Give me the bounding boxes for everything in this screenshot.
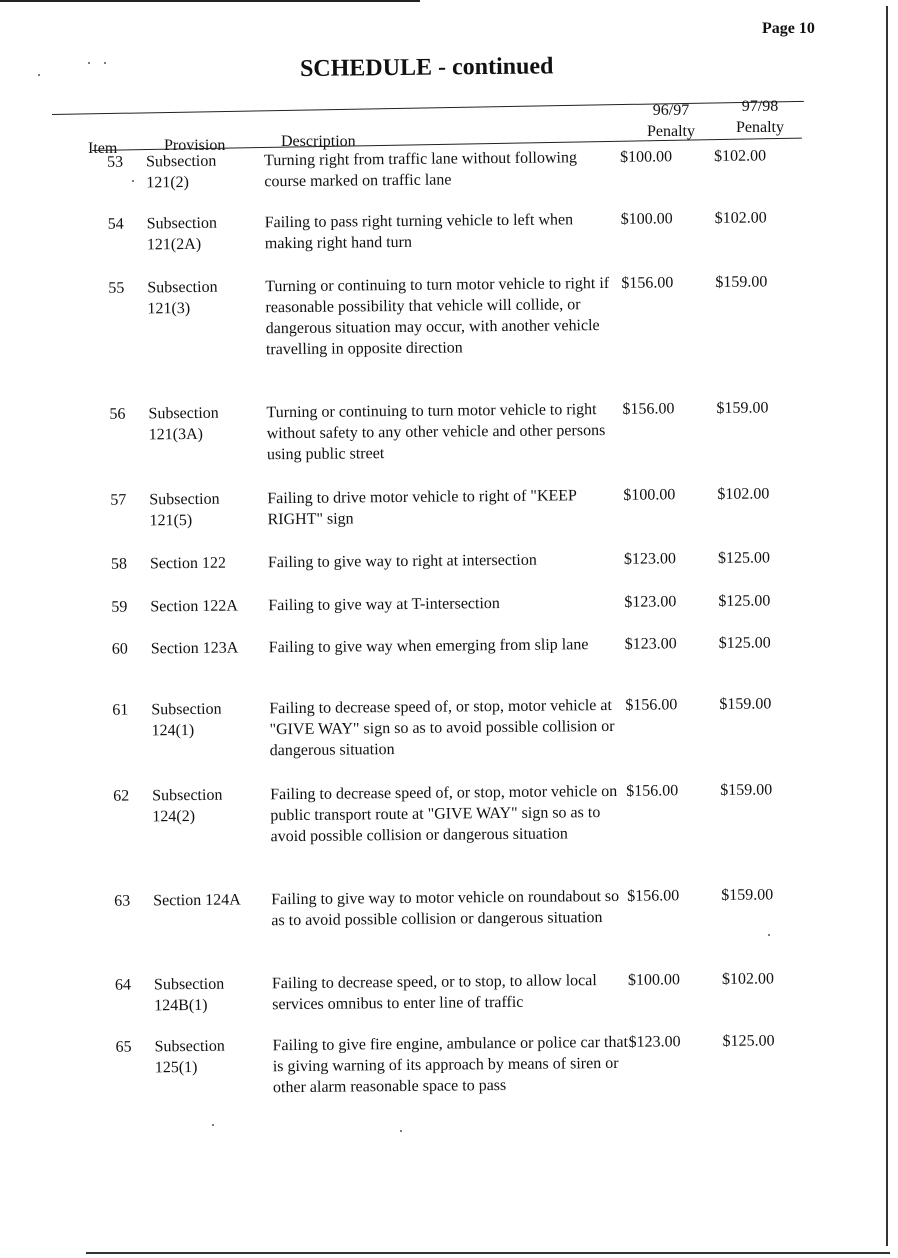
page-title: SCHEDULE - continued bbox=[299, 53, 554, 82]
column-header-description: Description bbox=[281, 133, 356, 150]
provision-line: Section 124A bbox=[153, 891, 241, 910]
penalty-9798-value: $159.00 bbox=[721, 886, 774, 904]
provision-line: 124B(1) bbox=[154, 996, 208, 1015]
provision-cell bbox=[149, 488, 268, 553]
description-text: Failing to decrease speed, or to stop, to allow local services omnibus to enter line of traffic bbox=[271, 972, 597, 1014]
provision-cell bbox=[148, 402, 267, 489]
item-number: 64 bbox=[114, 976, 132, 994]
scan-edge-top bbox=[0, 0, 420, 2]
item-number: 61 bbox=[112, 701, 129, 719]
provision-line: Subsection bbox=[146, 152, 217, 171]
provision-line: Subsection bbox=[152, 786, 223, 805]
provision-cell bbox=[147, 276, 266, 403]
column-header-penalty-9697-year: 96/97 bbox=[652, 102, 690, 119]
table-row bbox=[84, 145, 825, 214]
provision-line: Subsection bbox=[148, 404, 219, 423]
scan-speck bbox=[212, 1124, 214, 1126]
scan-speck bbox=[132, 180, 134, 182]
scan-speck bbox=[104, 62, 106, 64]
description-text: Turning right from traffic lane without following course marked on traffic lane bbox=[264, 149, 578, 191]
table-row bbox=[87, 483, 828, 554]
penalty-9697-value: $156.00 bbox=[625, 696, 678, 714]
provision-line: 124(2) bbox=[152, 807, 196, 826]
description-text: Failing to give way to motor vehicle on roundabout so as to avoid possible collision or dangerous situation bbox=[271, 887, 620, 930]
description-text: Failing to give fire engine, ambulance or police car that is giving warning of its approach by means of siren or other alarm reasonable space to pass bbox=[272, 1033, 629, 1097]
penalty-9697-value: $156.00 bbox=[626, 782, 679, 800]
scan-edge-right bbox=[886, 6, 888, 1246]
penalty-9697-value: $100.00 bbox=[620, 210, 673, 228]
penalty-9798-value: $102.00 bbox=[713, 147, 767, 165]
table-row bbox=[86, 397, 827, 490]
item-number: 55 bbox=[108, 279, 125, 297]
provision-line: 121(2A) bbox=[146, 235, 202, 254]
table-row bbox=[89, 632, 830, 700]
item-number: 65 bbox=[115, 1038, 132, 1056]
column-header-provision: Provision bbox=[164, 137, 226, 154]
table-row bbox=[89, 693, 830, 786]
provision-line: Subsection bbox=[147, 278, 218, 297]
provision-line: 125(1) bbox=[154, 1058, 198, 1077]
description-text: Failing to give way at T-intersection bbox=[268, 595, 500, 615]
provision-cell bbox=[152, 784, 271, 890]
penalty-9798-value: $159.00 bbox=[719, 695, 772, 713]
provision-line: Subsection bbox=[146, 214, 217, 233]
provision-line: 121(3) bbox=[147, 299, 191, 318]
item-number: 59 bbox=[111, 598, 128, 616]
scan-speck bbox=[768, 934, 770, 936]
item-number: 57 bbox=[110, 491, 127, 509]
description-text: Failing to decrease speed of, or stop, motor vehicle at "GIVE WAY" sign so as to avoid possible collision or dangerous situation bbox=[269, 696, 615, 760]
provision-line: Section 123A bbox=[150, 639, 239, 658]
scan-speck bbox=[88, 62, 90, 64]
item-number: 56 bbox=[109, 405, 126, 423]
penalty-9798-value: $125.00 bbox=[718, 592, 771, 610]
provision-cell bbox=[151, 698, 270, 785]
table-row bbox=[85, 271, 826, 404]
item-number: 63 bbox=[114, 892, 131, 910]
description-text: Failing to drive motor vehicle to right of "KEEP RIGHT" sign bbox=[267, 487, 577, 529]
penalty-9798-value: $125.00 bbox=[718, 634, 771, 652]
scan-edge-bottom bbox=[86, 1252, 890, 1254]
penalty-9697-value: $123.00 bbox=[624, 635, 677, 653]
table-row bbox=[92, 1030, 833, 1127]
penalty-9798-value: $102.00 bbox=[721, 970, 775, 988]
column-header-penalty-9798-year: 97/98 bbox=[741, 98, 779, 115]
provision-cell bbox=[150, 552, 268, 596]
provision-line: Subsection bbox=[154, 1037, 225, 1056]
table-row bbox=[91, 884, 832, 975]
item-number: 58 bbox=[110, 555, 128, 573]
provision-line: Subsection bbox=[149, 490, 220, 509]
penalty-9798-value: $159.00 bbox=[720, 781, 773, 799]
penalty-9697-value: $123.00 bbox=[628, 1033, 681, 1051]
column-header-penalty-9697-label: Penalty bbox=[647, 123, 695, 140]
table-row bbox=[92, 968, 833, 1037]
penalty-9798-value: $125.00 bbox=[722, 1032, 775, 1050]
column-header-penalty-9697 bbox=[642, 100, 700, 142]
provision-cell bbox=[147, 212, 266, 277]
provision-cell bbox=[154, 973, 273, 1036]
scan-speck bbox=[400, 1130, 402, 1132]
provision-line: 121(3A) bbox=[148, 425, 204, 444]
scan-speck bbox=[38, 74, 40, 76]
provision-line: Subsection bbox=[151, 700, 222, 719]
provision-cell bbox=[150, 595, 268, 638]
item-number: 62 bbox=[113, 787, 130, 805]
table-row bbox=[88, 590, 828, 639]
provision-cell bbox=[146, 150, 265, 213]
provision-line: 121(2) bbox=[146, 173, 190, 192]
description-text: Failing to decrease speed of, or stop, motor vehicle on public transport route at "GIVE WAY" sign so as to avoid possible collision or dangerous situation bbox=[270, 782, 618, 846]
column-header-penalty-9798-label: Penalty bbox=[736, 119, 784, 136]
column-header-item: Item bbox=[88, 140, 118, 157]
table-row bbox=[90, 779, 831, 891]
penalty-9798-value: $125.00 bbox=[717, 549, 771, 567]
schedule-table-body bbox=[84, 145, 833, 1127]
column-header-penalty-9798 bbox=[731, 96, 789, 138]
page-number: Page 10 bbox=[762, 20, 815, 37]
provision-line: Section 122A bbox=[150, 597, 238, 616]
item-number: 54 bbox=[107, 215, 124, 233]
table-row bbox=[88, 547, 828, 597]
penalty-9697-value: $123.00 bbox=[624, 593, 677, 611]
penalty-9697-value: $123.00 bbox=[623, 550, 677, 568]
penalty-9697-value: $156.00 bbox=[622, 400, 675, 418]
provision-line: 124(1) bbox=[151, 721, 195, 740]
item-number: 53 bbox=[107, 153, 124, 171]
penalty-9697-value: $156.00 bbox=[627, 887, 680, 905]
provision-line: 121(5) bbox=[149, 511, 193, 530]
provision-cell bbox=[151, 637, 270, 699]
item-number: 60 bbox=[111, 640, 128, 658]
penalty-9697-value: $100.00 bbox=[627, 971, 681, 989]
penalty-9697-value: $100.00 bbox=[619, 148, 673, 166]
penalty-9798-value: $159.00 bbox=[716, 399, 769, 417]
description-text: Failing to give way to right at intersection bbox=[267, 551, 537, 572]
table-row bbox=[85, 207, 826, 278]
description-text: Turning or continuing to turn motor vehicle to right if reasonable possibility that vehicle will collide, or dangerous situation may occur, with another vehicle travelling in opposite direction bbox=[265, 274, 610, 359]
penalty-9697-value: $156.00 bbox=[621, 274, 674, 292]
description-text: Turning or continuing to turn motor vehicle to right without safety to any other vehicle and other persons using public street bbox=[266, 401, 606, 464]
schedule-table bbox=[84, 145, 833, 1127]
penalty-9798-value: $102.00 bbox=[714, 209, 767, 227]
description-text: Failing to give way when emerging from slip lane bbox=[268, 636, 589, 657]
description-text: Failing to pass right turning vehicle to left when making right hand turn bbox=[264, 211, 574, 253]
penalty-9697-value: $100.00 bbox=[623, 486, 676, 504]
provision-line: Section 122 bbox=[149, 554, 227, 573]
penalty-9798-value: $159.00 bbox=[715, 273, 768, 291]
penalty-9798-value: $102.00 bbox=[717, 485, 770, 503]
provision-cell bbox=[154, 1035, 273, 1126]
provision-line: Subsection bbox=[153, 975, 225, 994]
provision-cell bbox=[153, 889, 272, 974]
